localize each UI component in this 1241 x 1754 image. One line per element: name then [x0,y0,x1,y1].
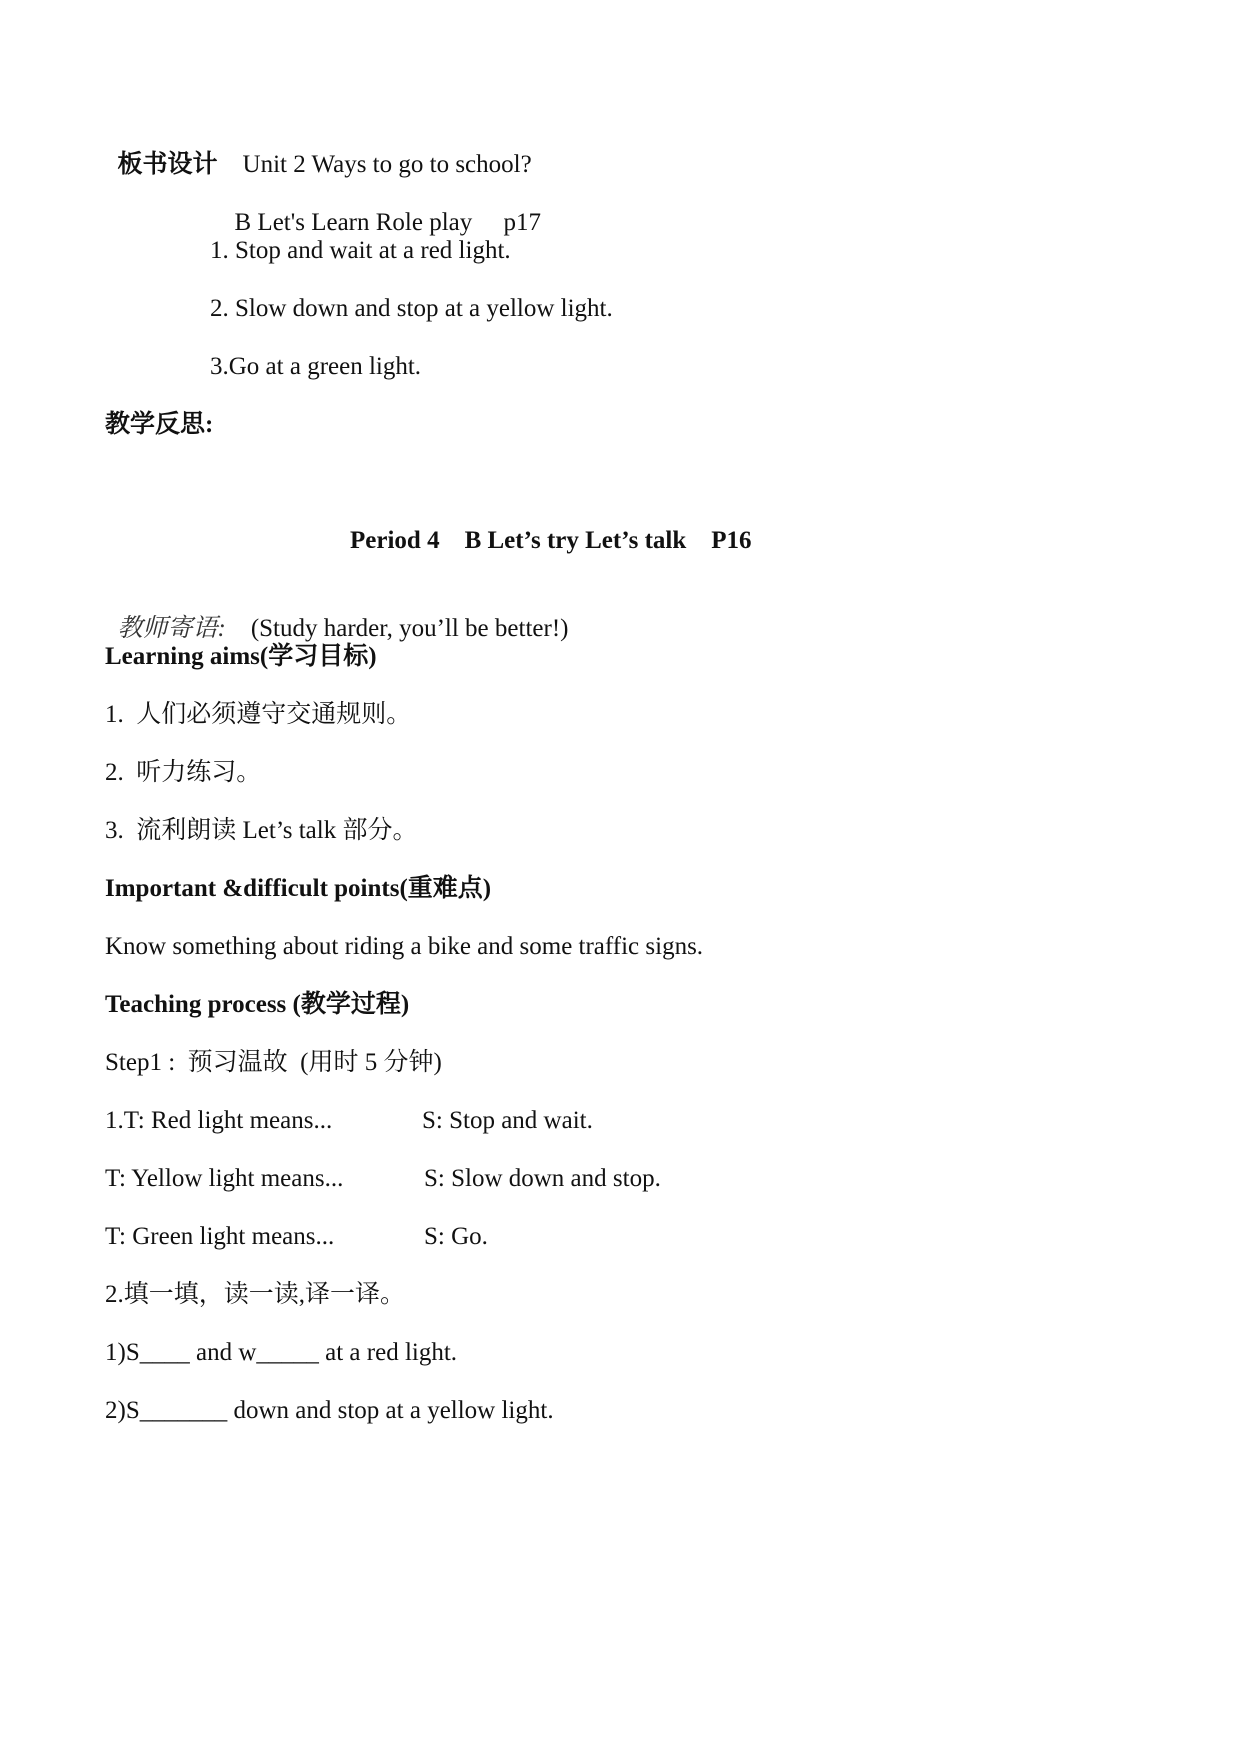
rule-item: 2. Slow down and stop at a yellow light. [210,295,613,322]
dialogue-student: S: Go. [424,1223,488,1250]
dialogue-student: S: Slow down and stop. [424,1165,661,1192]
aim-item: 1. 人们必须遵守交通规则。 [105,701,412,728]
teacher-words-line [105,584,568,644]
dialogue-student: S: Stop and wait. [422,1107,593,1134]
teacher-words: (Study harder, you’ll be better!) [250,615,569,642]
unit-title: Unit 2 Ways to go to school? [242,151,532,178]
fill-heading: 2.填一填，读一读,译一译。 [105,1281,406,1308]
board-design-label: 板书设计 [117,151,218,178]
points-text: Know something about riding a bike and some traffic signs. [105,933,704,960]
aim-item: 2. 听力练习。 [105,759,262,786]
dialogue-teacher: 1.T: Red light means... [105,1107,333,1134]
dialogue-teacher: T: Yellow light means... [105,1165,344,1192]
aim-item: 3. 流利朗读 Let’s talk 部分。 [105,817,418,844]
fill-item: 1)S____ and w_____ at a red light. [105,1339,458,1366]
period-title: Period 4 B Let’s try Let’s talk P16 [350,527,752,554]
board-design-line [105,120,532,180]
dialogue-teacher: T: Green light means... [105,1223,335,1250]
points-heading: Important &difficult points(重难点) [105,875,492,902]
board-page-ref: p17 [503,209,542,236]
rule-item: 3.Go at a green light. [210,353,422,380]
process-heading: Teaching process (教学过程) [105,991,410,1018]
aims-heading: Learning aims(学习目标) [105,643,377,670]
fill-item: 2)S_______ down and stop at a yellow light. [105,1397,554,1424]
board-subtitle: B Let's Learn Role play [234,209,473,236]
step1-heading: Step1 : 预习温故 (用时 5 分钟) [105,1049,442,1076]
reflection-label: 教学反思: [105,411,214,438]
board-subtitle-line [222,178,541,238]
rule-item: 1. Stop and wait at a red light. [210,237,511,264]
teacher-words-label: 教师寄语: [117,615,226,642]
